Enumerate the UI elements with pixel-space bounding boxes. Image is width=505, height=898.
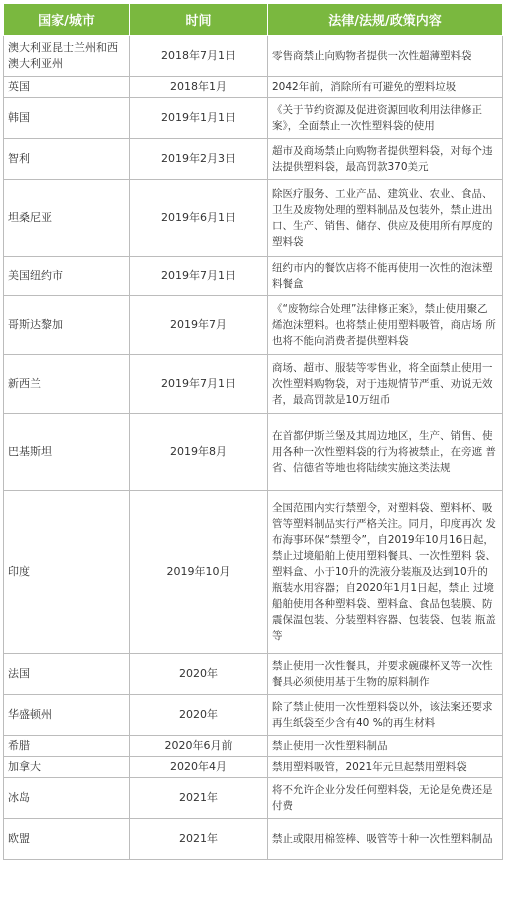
time-cell: 2019年1月1日 — [130, 98, 268, 139]
place-cell: 智利 — [4, 139, 130, 180]
time-cell: 2019年10月 — [130, 491, 268, 654]
time-cell: 2020年 — [130, 695, 268, 736]
law-cell: 在首都伊斯兰堡及其周边地区，生产、销售、使用各种一次性塑料袋的行为将被禁止，在旁遮 普省、信德省等地也将陆续实施这类法规 — [268, 414, 503, 491]
law-cell: 禁止或限用棉签棒、吸管等十种一次性塑料制品 — [268, 819, 503, 860]
time-cell: 2018年7月1日 — [130, 36, 268, 77]
place-cell: 冰岛 — [4, 778, 130, 819]
table-row — [4, 736, 503, 757]
time-cell: 2019年7月1日 — [130, 257, 268, 296]
place-cell: 印度 — [4, 491, 130, 654]
table-row — [4, 819, 503, 860]
place-cell: 韩国 — [4, 98, 130, 139]
law-cell: 商场、超市、服装等零售业，将全面禁止使用一次性塑料购物袋，对于违规情节严重、劝说无效 者，最高罚款是10万纽币 — [268, 355, 503, 414]
time-cell: 2019年8月 — [130, 414, 268, 491]
place-cell: 新西兰 — [4, 355, 130, 414]
header-country-city: 国家/城市 — [4, 4, 130, 36]
time-cell: 2021年 — [130, 819, 268, 860]
law-cell: 禁止使用一次性塑料制品 — [268, 736, 503, 757]
time-cell: 2019年6月1日 — [130, 180, 268, 257]
table-row — [4, 757, 503, 778]
place-cell: 法国 — [4, 654, 130, 695]
table-row — [4, 180, 503, 257]
place-cell: 坦桑尼亚 — [4, 180, 130, 257]
plastic-ban-policy-table — [3, 3, 503, 860]
table-row — [4, 98, 503, 139]
law-cell: 《关于节约资源及促进资源回收利用法律修正案》，全面禁止一次性塑料袋的使用 — [268, 98, 503, 139]
place-cell: 英国 — [4, 77, 130, 98]
time-cell: 2019年7月1日 — [130, 355, 268, 414]
time-cell: 2019年2月3日 — [130, 139, 268, 180]
place-cell: 希腊 — [4, 736, 130, 757]
place-cell: 哥斯达黎加 — [4, 296, 130, 355]
table-row — [4, 257, 503, 296]
place-cell: 巴基斯坦 — [4, 414, 130, 491]
place-cell: 华盛顿州 — [4, 695, 130, 736]
time-cell: 2019年7月 — [130, 296, 268, 355]
table-row — [4, 654, 503, 695]
place-cell: 美国纽约市 — [4, 257, 130, 296]
table-row — [4, 77, 503, 98]
time-cell: 2020年 — [130, 654, 268, 695]
law-cell: 零售商禁止向购物者提供一次性超薄塑料袋 — [268, 36, 503, 77]
time-cell: 2020年6月前 — [130, 736, 268, 757]
law-cell: 禁用塑料吸管，2021年元旦起禁用塑料袋 — [268, 757, 503, 778]
table-row — [4, 139, 503, 180]
time-cell: 2021年 — [130, 778, 268, 819]
law-cell: 2042年前，消除所有可避免的塑料垃圾 — [268, 77, 503, 98]
law-cell: 将不允许企业分发任何塑料袋，无论是免费还是付费 — [268, 778, 503, 819]
table-row — [4, 414, 503, 491]
law-cell: 全国范围内实行禁塑令，对塑料袋、塑料杯、吸管等塑料制品实行严格关注。同月，印度再次 发布海事环保“禁塑令”，自2019年10月16日起，禁止过境船舶上使用塑料餐具、一次性塑料 袋、塑料盒、小于10升的洗液分装瓶及达到10升的瓶装水用容器；自2020年1月1日起，禁止 过境船舶使用各种塑料袋、塑料盒、食品包装膜、防震保温包装、分装塑料容器、包装袋、包装 瓶盖等 — [268, 491, 503, 654]
law-cell: 除医疗服务、工业产品、建筑业、农业、食品、卫生及废物处理的塑料制品及包装外，禁止进出 口、生产、销售、储存、供应及使用所有厚度的塑料袋 — [268, 180, 503, 257]
place-cell: 澳大利亚昆士兰州和西澳大利亚州 — [4, 36, 130, 77]
time-cell: 2018年1月 — [130, 77, 268, 98]
law-cell: 除了禁止使用一次性塑料袋以外，该法案还要求再生纸袋至少含有40 %的再生材料 — [268, 695, 503, 736]
place-cell: 加拿大 — [4, 757, 130, 778]
header-time: 时间 — [130, 4, 268, 36]
law-cell: 禁止使用一次性餐具，并要求碗碟杯叉等一次性餐具必须使用基于生物的原料制作 — [268, 654, 503, 695]
place-cell: 欧盟 — [4, 819, 130, 860]
law-cell: 纽约市内的餐饮店将不能再使用一次性的泡沫塑料餐盒 — [268, 257, 503, 296]
table-row — [4, 36, 503, 77]
law-cell: 《“废物综合处理”法律修正案》，禁止使用聚乙烯泡沫塑料。也将禁止使用塑料吸管，商店场 所也将不能向消费者提供塑料袋 — [268, 296, 503, 355]
table-header-row — [4, 4, 503, 36]
header-law-policy: 法律/法规/政策内容 — [268, 4, 503, 36]
table-row — [4, 355, 503, 414]
table-row — [4, 778, 503, 819]
table-row — [4, 695, 503, 736]
table-row — [4, 296, 503, 355]
table-row — [4, 491, 503, 654]
time-cell: 2020年4月 — [130, 757, 268, 778]
law-cell: 超市及商场禁止向购物者提供塑料袋，对每个违法提供塑料袋，最高罚款370美元 — [268, 139, 503, 180]
